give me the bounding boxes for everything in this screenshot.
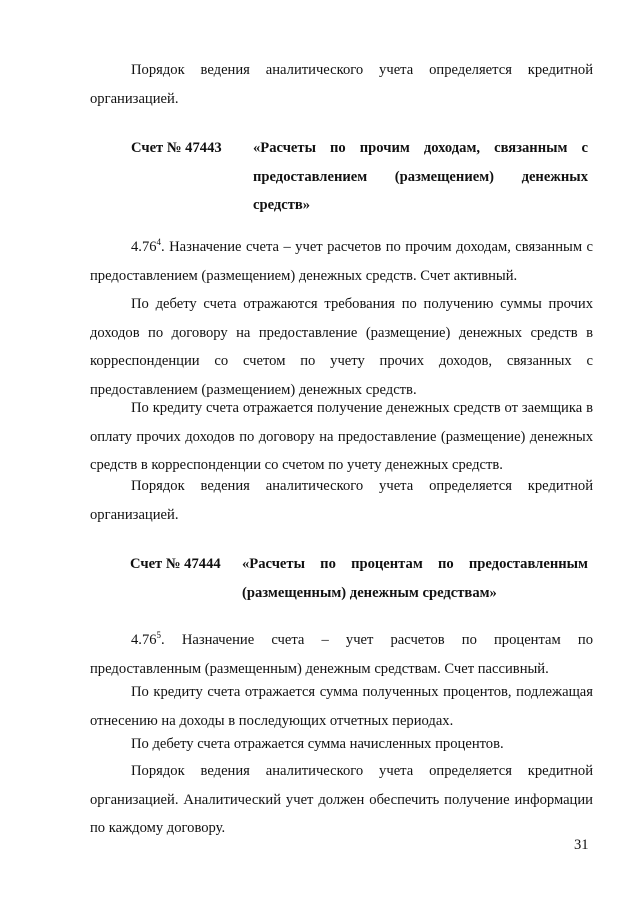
clause-text: . Назначение счета – учет расчетов по прочим доходам, связанным с предоставлением (размещением) денежных средств. Счет активный. — [90, 239, 593, 284]
paragraph-analytic-accounting-2: Порядок ведения аналитического учета определяется кредитной организацией. — [90, 478, 593, 523]
paragraph-analytic-accounting-1: Порядок ведения аналитического учета определяется кредитной организацией. — [90, 62, 593, 107]
paragraph-4-76-4 — [90, 233, 593, 290]
paragraph-credit-47443: По кредиту счета отражается получение денежных средств от заемщика в оплату прочих доходов по договору на предоставление (размещение) денежных средств в корреспонденции со счетом по учету денежных средств. — [90, 400, 593, 473]
paragraph-analytic-accounting-3: Порядок ведения аналитического учета определяется кредитной организацией. Аналитический учет должен обеспечить получение информации по каждому договору. — [90, 763, 593, 836]
paragraph-credit-47444: По кредиту счета отражается сумма полученных процентов, подлежащая отнесению на доходы в последующих отчетных периодах. — [90, 684, 593, 729]
paragraph-4-76-5 — [90, 626, 593, 683]
paragraph-debit-47444: По дебету счета отражается сумма начисленных процентов. — [131, 736, 504, 752]
account-number-47443: Счет № 47443 — [131, 140, 222, 156]
clause-number: 4.76 — [131, 239, 157, 255]
account-title-47444: «Расчеты по процентам по предоставленным (размещенным) денежным средствам» — [242, 556, 588, 601]
clause-superscript: 4 — [156, 237, 162, 248]
account-title-47443: «Расчеты по прочим доходам, связанным с предоставлением (размещением) денежных средств» — [253, 140, 588, 213]
paragraph-debit-47443: По дебету счета отражаются требования по получению суммы прочих доходов по договору на предоставление (размещение) денежных средств в корреспонденции со счетом по учету прочих доходов, связанных с предоставлением (размещением) денежных средств. — [90, 296, 593, 398]
clause-number: 4.76 — [131, 632, 157, 648]
account-number-47444: Счет № 47444 — [130, 556, 221, 572]
clause-superscript: 5 — [156, 630, 162, 641]
page-number: 31 — [574, 837, 589, 853]
clause-text: . Назначение счета – учет расчетов по процентам по предоставленным (размещенным) денежным средствам. Счет пассивный. — [90, 632, 593, 677]
